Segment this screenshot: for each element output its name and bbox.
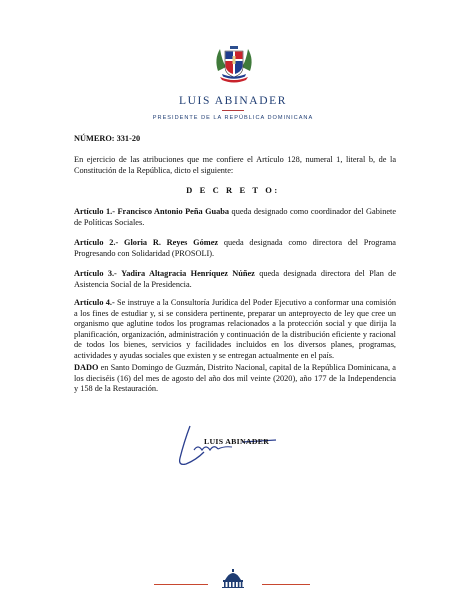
dado-paragraph [74, 363, 396, 395]
president-title-header: PRESIDENTE DE LA REPÚBLICA DOMINICANA [152, 115, 314, 121]
article-label: Artículo 2.- [74, 238, 119, 247]
signature-name: LUIS ABINADER [204, 437, 270, 446]
article-text: queda designada directora del Plan de Asistencia Social de la Presidencia. [74, 269, 396, 289]
coat-of-arms-icon [212, 41, 256, 85]
article-1 [74, 207, 396, 228]
article-3 [74, 269, 396, 290]
national-palace-icon [220, 568, 246, 588]
president-name-header: LUIS ABINADER [178, 95, 287, 107]
dado-text: en Santo Domingo de Guzmán, Distrito Nacional, capital de la República Dominicana, a los dieciséis (16) del mes de agosto del año dos mil veinte (2020), año 177 de la Independencia y 158 de la Restauración. [74, 363, 396, 394]
article-4 [74, 298, 396, 362]
appointee-name: Yadira Altagracia Henríquez Núñez [121, 269, 255, 278]
decreto-heading: D E C R E T O: [186, 185, 280, 195]
intro-paragraph: En ejercicio de las atribuciones que me confiere el Artículo 128, numeral 1, literal b, de la Constitución de la República, dicto el siguiente: [74, 155, 396, 175]
article-text: queda designado como coordinador del Gabinete de Políticas Sociales. [74, 207, 397, 227]
article-label: Artículo 4.- [74, 298, 115, 307]
footer-divider-left [154, 584, 208, 585]
article-label: Artículo 3.- [74, 269, 117, 278]
dado-label: DADO [74, 363, 99, 372]
article-text: queda designada como directora del Programa Progresando con Solidaridad (PROSOLI). [74, 238, 396, 258]
footer-divider-right [262, 584, 310, 585]
header-divider [222, 110, 244, 111]
appointee-name: Francisco Antonio Peña Guaba [117, 207, 230, 216]
handwritten-signature [172, 422, 292, 472]
article-text: Se instruye a la Consultoría Jurídica del Poder Ejecutivo a conformar una comisión a los fines de estudiar y, si se considera pertinente, preparar un anteproyecto de ley que cree un organismo que aglutine todos los programas relacionados a la protección social y que dirija la planificación, organización, administración y continuación de la distribución eficiente y racional de todos los bienes, servicios y facilidades incluidos en los diversos planes, programas, actividades y ayudas sociales que existen y se entregan actualmente en el país. [74, 298, 396, 360]
appointee-name: Gloria R. Reyes Gómez [124, 238, 219, 247]
article-label: Artículo 1.- [74, 207, 115, 216]
article-2 [74, 238, 396, 259]
decree-number: NÚMERO: 331-20 [74, 134, 141, 143]
